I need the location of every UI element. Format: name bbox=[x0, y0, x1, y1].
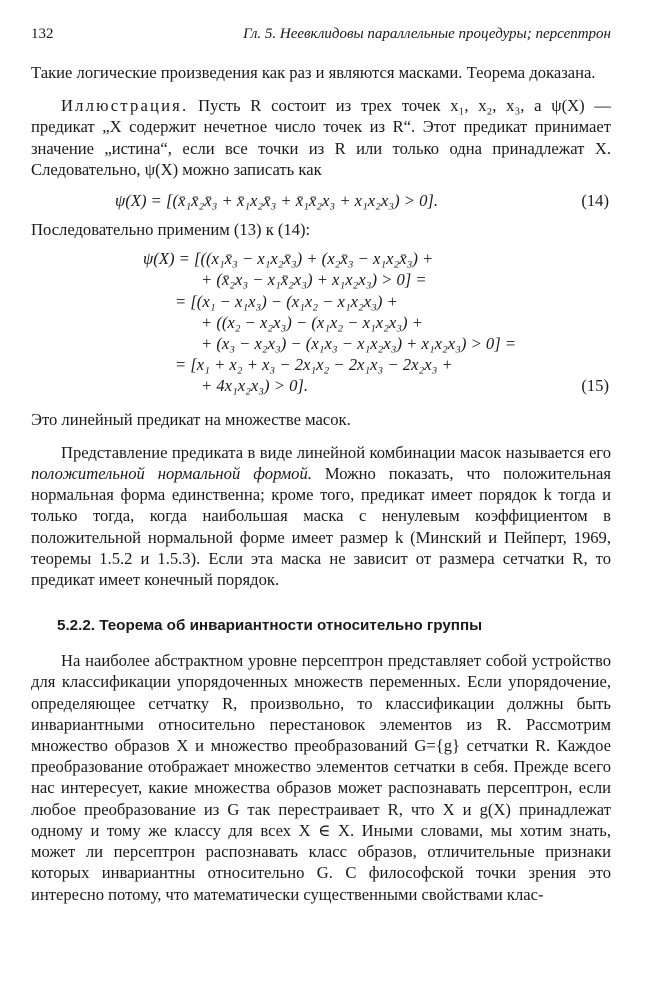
equation-14-formula: ψ(X) = [(x̄₁x̄₂x̄₃ + x̄₁x₂x̄₃ + x̄₁x̄₂x₃ + x₁x₂x₃) > 0]. bbox=[115, 191, 438, 211]
term-positive-normal-form: положительной нормальной формой. bbox=[31, 464, 312, 484]
equation-15-line: = [x₁ + x₂ + x₃ − 2x₁x₂ − 2x₁x₃ − 2x₂x₃ + bbox=[175, 355, 453, 375]
paragraph-normal-form: Представление предиката в виде линейной комбинации масок называется его положительной нормальной формой. Можно показать, что положительная нормальная форма единственна; кроме того, предикат имеет порядок k тогда и только тогда, когда наибольшая маска с ненулевым коэффициентом в положительной нормальной форме имеет размер k (Минский и Пейперт, 1969, теоремы 1.5.2 и 1.5.3). Если эта маска не зависит от размера сетчатки R, то предикат имеет конечный порядок. bbox=[31, 442, 611, 590]
paragraph-theorem-end: Такие логические произведения как раз и являются масками. Теорема доказана. bbox=[31, 63, 596, 82]
equation-15-line: ψ(X) = [((x₁x̄₃ − x₁x₂x̄₃) + (x₂x̄₃ − x₁x₂x̄₃) + bbox=[143, 249, 434, 269]
running-title: Гл. 5. Неевклидовы параллельные процедуры; персептрон bbox=[243, 26, 611, 42]
illustration-lead: Иллюстрация. bbox=[61, 96, 189, 116]
paragraph-invariance: На наиболее абстрактном уровне персептрон представляет собой устройство для классификации упорядоченных множеств переменных. Если упорядочение, определяющее сетчатку R, произвольно, то классификации должны быть инвариантными относительно перестановок элементов из R. Рассмотрим множество образов X и множество преобразований G={g} сетчатки R. Каждое преобразование отображает множество элементов сетчатки в себя. Прежде всего нас интересует, какие множества образов может распознавать персептрон, если любое преобразование из G так перестраивает R, что X и g(X) принадлежат одному и тому же классу для всех X ∈ X. Иными словами, мы хотим знать, может ли персептрон распознавать класс образов, отличительные признаки которых инвариантны относительно G. С философской точки зрения это интересно потому, что математически существенными свойствами клас- bbox=[31, 651, 611, 904]
equation-14 bbox=[31, 190, 611, 211]
page-number: 132 bbox=[31, 26, 54, 42]
equation-15 bbox=[31, 248, 611, 396]
paragraph-apply: Последовательно применим (13) к (14): bbox=[31, 220, 311, 240]
paragraph-illustration bbox=[31, 95, 611, 180]
equation-15-line: + (x₃ − x₂x₃) − (x₁x₃ − x₁x₂x₃) + x₁x₂x₃) > 0] = bbox=[201, 334, 517, 354]
paragraph-linear-predicate: Это линейный предикат на множестве масок. bbox=[31, 409, 351, 429]
equation-15-line: = [(x₁ − x₁x₃) − (x₁x₂ − x₁x₂x₃) + bbox=[175, 291, 398, 311]
section-heading: 5.2.2. Теорема об инвариантности относительно группы bbox=[57, 617, 483, 635]
equation-15-number: (15) bbox=[581, 376, 609, 396]
equation-15-line: + ((x₂ − x₂x₃) − (x₁x₂ − x₁x₂x₃) + bbox=[201, 312, 423, 332]
equation-14-number: (14) bbox=[581, 191, 609, 211]
equation-15-line: + (x̄₂x₃ − x₁x̄₂x₃) + x₁x₂x₃) > 0] = bbox=[201, 270, 427, 290]
page-body bbox=[31, 62, 611, 905]
illustration-text: Пусть R состоит из трех точек x₁, x₂, x₃, а ψ(X) — предикат „X содержит нечетное число точек из R“. Этот предикат принимает значение „истина“, если все точки из R или только одна принадлежат X. Следовательно, ψ(X) можно записать как bbox=[31, 96, 611, 179]
running-header bbox=[31, 26, 611, 43]
equation-15-line: + 4x₁x₂x₃) > 0]. (15) bbox=[201, 376, 609, 396]
